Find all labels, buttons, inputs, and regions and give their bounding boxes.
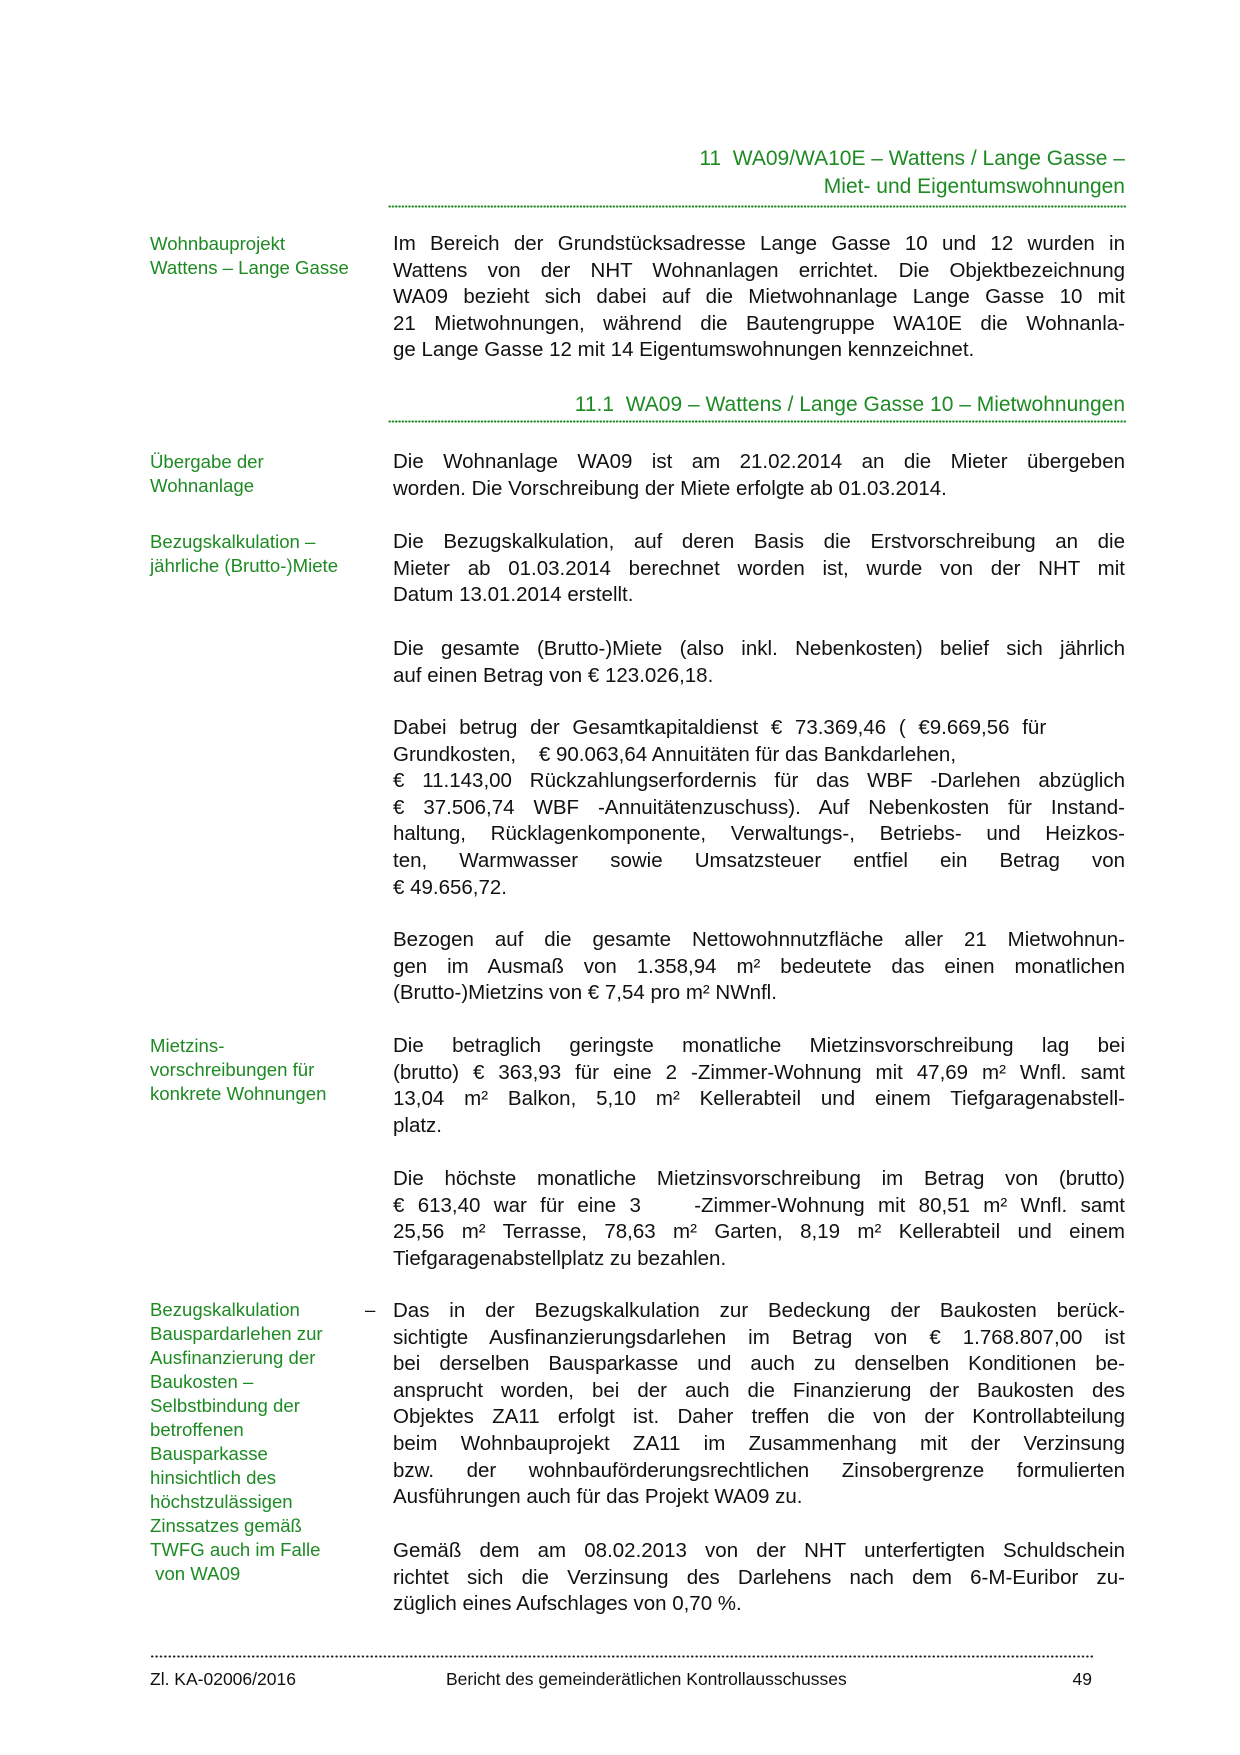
margin-note-line: hinsichtlich des: [150, 1467, 277, 1488]
margin-note-dash: –: [365, 1299, 376, 1320]
margin-note-line: Bauspardarlehen zur: [150, 1323, 323, 1344]
margin-note-rent-specifications: [150, 1034, 380, 1106]
text-line: Die Bezugskalkulation, auf deren Basis die Erstvorschreibung an die: [393, 530, 1125, 553]
text-line: sichtigte Ausfinanzierungsdarlehen im Betrag von € 1.768.807,00 ist: [393, 1325, 1125, 1349]
text-line: ge Lange Gasse 12 mit 14 Eigentumswohnungen kennzeichnet.: [393, 338, 975, 362]
text-line: 13,04 m² Balkon, 5,10 m² Kellerabteil und einem Tiefgaragenabstell-: [393, 1087, 1125, 1111]
text-line: haltung, Rücklagenkomponente, Verwaltungs-, Betriebs- und Heizkos-: [393, 822, 1125, 846]
paragraph-intro: [393, 231, 1125, 364]
text-line: Gemäß dem am 08.02.2013 von der NHT unterfertigten Schuldschein: [393, 1539, 1125, 1562]
section-title: WA09 – Wattens / Lange Gasse 10 – Mietwohnungen: [625, 393, 1125, 416]
margin-note-building-savings-loan: [150, 1298, 380, 1586]
paragraph-calculation: [393, 529, 1125, 609]
margin-note-line: TWFG auch im Falle: [150, 1539, 321, 1560]
chapter-heading-line1: [425, 145, 1125, 173]
paragraph-financing-loan: [393, 1298, 1125, 1511]
margin-note-rent-calculation: [150, 530, 380, 578]
margin-note-line: Selbstbindung der: [150, 1395, 300, 1416]
text-line: bei derselben Bausparkasse und auch zu denselben Konditionen be-: [393, 1352, 1125, 1376]
text-line: € 49.656,72.: [393, 875, 507, 899]
margin-note-line: vorschreibungen für: [150, 1059, 315, 1080]
margin-note-handover: [150, 450, 380, 498]
margin-note-line: Wohnanlage: [150, 475, 255, 496]
margin-note-line: Bezugskalkulation: [150, 1299, 300, 1320]
footer-title: Bericht des gemeinderätlichen Kontrollausschusses: [446, 1669, 847, 1689]
text-line: Die höchste monatliche Mietzinsvorschreibung im Betrag von (brutto): [393, 1167, 1125, 1190]
margin-note-line: Wattens – Lange Gasse: [150, 257, 349, 278]
margin-note-line: Übergabe der: [150, 451, 264, 472]
margin-note-line: Baukosten –: [150, 1371, 254, 1392]
text-line: bzw. der wohnbauförderungsrechtlichen Zinsobergrenze formulierten: [393, 1458, 1125, 1482]
margin-note-line: Bausparkasse: [150, 1443, 268, 1464]
text-line: Datum 13.01.2014 erstellt.: [393, 583, 634, 607]
chapter-number: 11: [699, 147, 722, 170]
text-line: Die gesamte (Brutto-)Miete (also inkl. Nebenkosten) belief sich jährlich: [393, 637, 1125, 660]
paragraph-debt-certificate: [393, 1538, 1125, 1618]
margin-note-line: Ausfinanzierung der: [150, 1347, 316, 1368]
margin-note-line: von WA09: [150, 1563, 241, 1584]
text-line: worden. Die Vorschreibung der Miete erfolgte ab 01.03.2014.: [393, 476, 947, 500]
margin-note-project: [150, 232, 380, 280]
text-line: beim Wohnbauprojekt ZA11 im Zusammenhang mit der Verzinsung: [393, 1431, 1125, 1455]
margin-note-line: Wohnbauprojekt: [150, 233, 286, 254]
margin-note-line: Bezugskalkulation –: [150, 531, 316, 552]
margin-note-line: betroffenen: [150, 1419, 244, 1440]
text-line: züglich eines Aufschlages von 0,70 %.: [393, 1592, 742, 1616]
text-line: (Brutto-)Mietzins von € 7,54 pro m² NWnfl.: [393, 981, 777, 1005]
margin-note-line: Mietzins-: [150, 1035, 225, 1056]
paragraph-lowest-rent: [393, 1033, 1125, 1139]
section-heading: [425, 391, 1125, 419]
chapter-title-line2: Miet- und Eigentumswohnungen: [823, 175, 1125, 198]
section-number: 11.1: [574, 393, 615, 416]
footer-divider: [150, 1655, 1094, 1658]
paragraph-highest-rent: [393, 1166, 1125, 1272]
text-line: richtet sich die Verzinsung des Darlehens nach dem 6-M-Euribor zu-: [393, 1565, 1125, 1589]
text-line: Tiefgaragenabstellplatz zu bezahlen.: [393, 1246, 727, 1270]
text-line: € 37.506,74 WBF -Annuitätenzuschuss). Auf Nebenkosten für Instand-: [393, 795, 1125, 819]
text-line: auf einen Betrag von € 123.026,18.: [393, 663, 714, 687]
text-line: (brutto) € 363,93 für eine 2 -Zimmer-Wohnung mit 47,69 m² Wnfl. samt: [393, 1060, 1125, 1084]
text-line: Die Wohnanlage WA09 ist am 21.02.2014 an die Mieter übergeben: [393, 450, 1125, 473]
text-line: Objektes ZA11 erfolgt ist. Daher treffen die von der Kontrollabteilung: [393, 1405, 1125, 1429]
paragraph-capital-service: [393, 715, 1125, 901]
footer-reference: Zl. KA-02006/2016: [150, 1669, 296, 1689]
text-line: 21 Mietwohnungen, während die Bautengruppe WA10E die Wohnanla-: [393, 311, 1125, 335]
paragraph-total-rent: [393, 636, 1125, 689]
paragraph-net-area: [393, 927, 1125, 1007]
text-line: platz.: [393, 1113, 442, 1137]
section-heading-divider: [388, 420, 1126, 423]
text-line: Grundkosten, € 90.063,64 Annuitäten für das Bankdarlehen,: [393, 742, 957, 766]
chapter-heading: [425, 145, 1125, 201]
margin-note-line: konkrete Wohnungen: [150, 1083, 327, 1104]
text-line: Ausführungen auch für das Projekt WA09 zu.: [393, 1485, 803, 1509]
text-line: Mieter ab 01.03.2014 berechnet worden ist, wurde von der NHT mit: [393, 556, 1125, 580]
text-line: Dabei betrug der Gesamtkapitaldienst € 73.369,46 ( €9.669,56 für: [393, 716, 1047, 739]
text-line: Wattens von der NHT Wohnanlagen errichtet. Die Objektbezeichnung: [393, 258, 1125, 282]
margin-note-line: jährliche (Brutto-)Miete: [150, 555, 339, 576]
paragraph-handover: [393, 449, 1125, 502]
text-line: Bezogen auf die gesamte Nettowohnnutzfläche aller 21 Mietwohnun-: [393, 928, 1125, 951]
chapter-heading-divider: [388, 205, 1126, 208]
text-line: ansprucht worden, bei der auch die Finanzierung der Baukosten des: [393, 1378, 1125, 1402]
text-line: WA09 bezieht sich dabei auf die Mietwohnanlage Lange Gasse 10 mit: [393, 285, 1125, 309]
text-line: Im Bereich der Grundstücksadresse Lange Gasse 10 und 12 wurden in: [393, 232, 1125, 255]
chapter-title-line1: WA09/WA10E – Wattens / Lange Gasse –: [732, 147, 1125, 170]
text-line: Die betraglich geringste monatliche Mietzinsvorschreibung lag bei: [393, 1034, 1125, 1057]
margin-note-line: höchstzulässigen: [150, 1491, 293, 1512]
text-line: gen im Ausmaß von 1.358,94 m² bedeutete das einen monatlichen: [393, 954, 1125, 978]
page-number: 49: [1072, 1669, 1092, 1689]
text-line: Das in der Bezugskalkulation zur Bedeckung der Baukosten berück-: [393, 1299, 1125, 1322]
text-line: € 11.143,00 Rückzahlungserfordernis für das WBF -Darlehen abzüglich: [393, 769, 1125, 793]
text-line: ten, Warmwasser sowie Umsatzsteuer entfiel ein Betrag von: [393, 848, 1125, 872]
text-line: 25,56 m² Terrasse, 78,63 m² Garten, 8,19 m² Kellerabteil und einem: [393, 1220, 1125, 1244]
margin-note-line: Zinssatzes gemäß: [150, 1515, 302, 1536]
text-line: € 613,40 war für eine 3 -Zimmer-Wohnung mit 80,51 m² Wnfl. samt: [393, 1193, 1125, 1217]
